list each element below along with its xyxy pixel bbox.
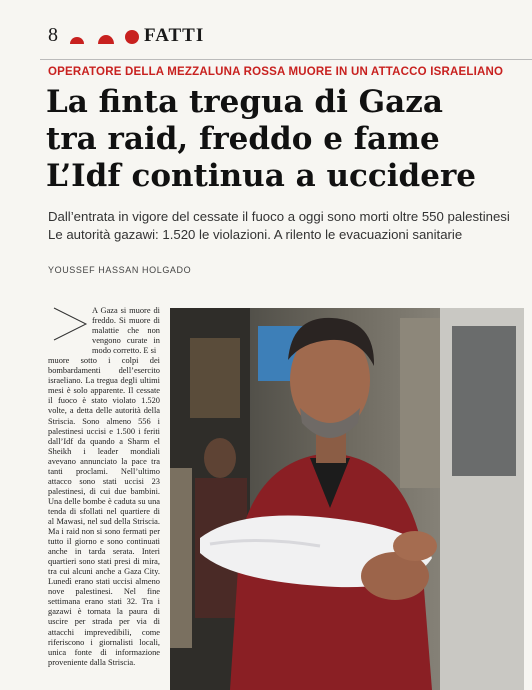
header-rule — [40, 59, 532, 60]
article-lead: A Gaza si muore di freddo. Si muore di malattie che non vengono curate in modo corretto. E si — [92, 306, 160, 356]
kicker: OPERATORE DELLA MEZZALUNA ROSSA MUORE IN UN ATTACCO ISRAELIANO — [48, 66, 504, 78]
page-number: 8 — [48, 24, 58, 46]
article-body — [48, 306, 160, 690]
article-photo — [170, 308, 524, 690]
byline: YOUSSEF HASSAN HOLGADO — [48, 265, 192, 275]
headline — [46, 84, 526, 195]
subhead-line-1: Dall’entrata in vigore del cessate il fuoco a oggi sono morti oltre 550 palestinesi — [48, 209, 510, 224]
photo-illustration — [170, 308, 524, 690]
subhead-line-2: Le autorità gazawi: 1.520 le violazioni. A rilento le evacuazioni sanitarie — [48, 227, 463, 242]
headline-line-2: tra raid, freddo e fame — [46, 121, 440, 157]
subheadline — [48, 208, 518, 244]
headline-line-3: L’Idf continua a uccidere — [46, 158, 477, 194]
section-title: FATTI — [144, 25, 205, 46]
headline-line-1: La finta tregua di Gaza — [46, 84, 443, 120]
article-text: muore sotto i colpi dei bombardamenti dell’esercito israeliano. La tregua degli ultimi mesi è solo apparente. Il cessate il fuoco è stato violato 1.520 volte, a detta delle autorità della Striscia. Sono almeno 556 i palestinesi uccisi e 1.500 i feriti dall’Idf da quando a Sharm el Sheikh i leader mondiali avevano annunciato la pace tra tanti proclami. Nell’ultimo attacco sono stati uccisi 23 palestinesi, di cui due bambini. Una delle bombe è caduta su una tenda di sfollati nel quartiere di al Mawasi, nel sud della Striscia. Ma i raid non si sono fermati per tutto il giorno e sono continuati anche in tarda serata. Interi quartieri sono stati presi di mira, tra cui alcuni anche a Gaza City. Lunedì erano stati uccisi almeno nove palestinesi. Nel fine settimana erano stati 32. Tra i gazawi è tornata la paura di uscire per strada per via di attacchi imprevedibili, come riferiscono i giornalisti locali, unica fonte di informazione proveniente dalla Striscia. — [48, 356, 160, 667]
page-header — [18, 24, 518, 50]
